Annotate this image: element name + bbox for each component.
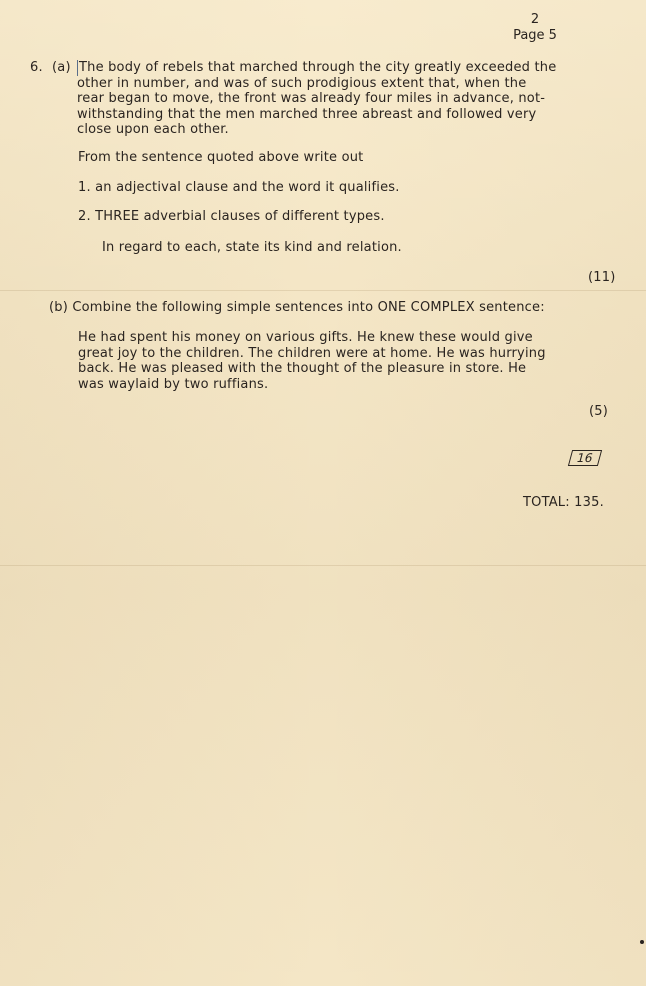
paper-fold bbox=[0, 565, 646, 566]
question-number: 6. bbox=[30, 60, 43, 75]
subtotal-box bbox=[570, 450, 600, 467]
passage-line: other in number, and was of such prodigious extent that, when the bbox=[77, 75, 527, 91]
passage-line: The body of rebels that marched through the city greatly exceeded the bbox=[77, 60, 617, 76]
page-number: 2 bbox=[530, 12, 540, 27]
passage-line: withstanding that the men marched three abreast and followed very bbox=[77, 106, 537, 122]
ink-speck bbox=[640, 940, 644, 944]
q6b-passage bbox=[78, 330, 618, 392]
passage-line: close upon each other. bbox=[77, 122, 229, 138]
q6b-marks: (5) bbox=[589, 404, 609, 419]
q6a-instruction: From the sentence quoted above write out bbox=[78, 150, 364, 165]
passage-line: was waylaid by two ruffians. bbox=[78, 376, 269, 392]
total: TOTAL: 135. bbox=[523, 495, 604, 510]
page-label: Page 5 bbox=[513, 28, 557, 43]
page-header bbox=[490, 12, 580, 44]
passage-line: great joy to the children. The children were at home. He was hurrying bbox=[78, 345, 546, 361]
passage-line: rear began to move, the front was already four miles in advance, not- bbox=[77, 91, 546, 107]
subtotal-mark: 16 bbox=[568, 450, 602, 466]
q6b-prompt: (b) Combine the following simple sentences into ONE COMPLEX sentence: bbox=[49, 300, 545, 315]
passage-line: back. He was pleased with the thought of the pleasure in store. He bbox=[78, 361, 527, 377]
paper-fold bbox=[0, 290, 646, 291]
question-part-a: (a) bbox=[52, 60, 71, 75]
q6a-passage bbox=[77, 60, 617, 138]
passage-line: He had spent his money on various gifts. He knew these would give bbox=[78, 330, 533, 345]
q6a-item-2: 2. THREE adverbial clauses of different types. bbox=[78, 209, 385, 224]
q6a-sub-instruction: In regard to each, state its kind and relation. bbox=[102, 240, 402, 255]
q6a-marks: (11) bbox=[588, 270, 616, 285]
q6a-item-1: 1. an adjectival clause and the word it qualifies. bbox=[78, 180, 400, 195]
